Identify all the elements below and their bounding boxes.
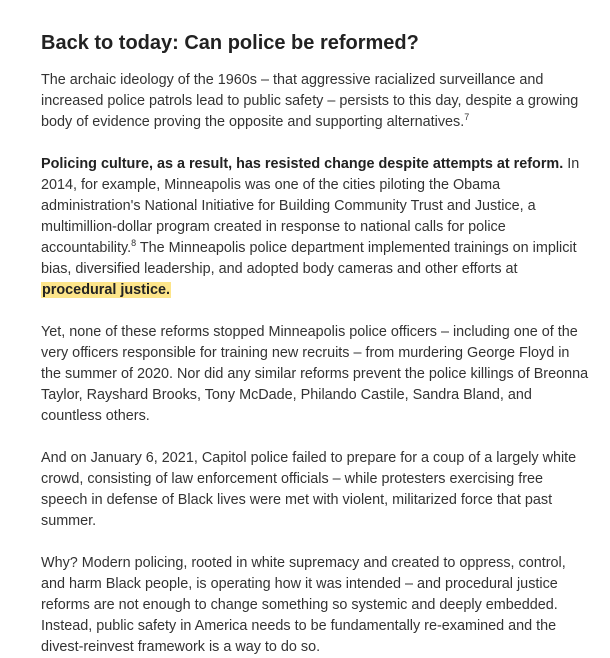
- paragraph-1-text: The archaic ideology of the 1960s – that aggressive racialized surveillance and increased police patrols lead to public safety – persists to this day, despite a growing body of evidence proving the opposite and supporting alternatives.: [41, 72, 579, 130]
- paragraph-5: Why? Modern policing, rooted in white supremacy and created to oppress, control, and harm Black people, is operating how it was intended – and procedural justice reforms are not enough to change something so systemic and deeply embedded. Instead, public safety in America needs to be fundamentally re-examined and the divest-reinvest framework is a way to do so.: [41, 555, 566, 655]
- section-heading: Back to today: Can police be reformed?: [41, 32, 419, 54]
- paragraph-2-bold-lead: Policing culture, as a result, has resisted change despite attempts at reform.: [41, 156, 564, 172]
- footnote-7[interactable]: 7: [464, 112, 470, 122]
- paragraph-2: [41, 154, 590, 301]
- paragraph-3: Yet, none of these reforms stopped Minneapolis police officers – including one of the very officers responsible for training new recruits – from murdering George Floyd in the summer of 2020. Nor did any similar reforms prevent the police killings of Breonna Taylor, Rayshard Brooks, Tony McDade, Philando Castile, Sandra Bland, and countless others.: [41, 324, 589, 424]
- paragraph-2-text-a: In 2014, for example, Minneapolis was one of the cities piloting the Obama administration's National Initiative for Building Community Trust and Justice, a multimillion-dollar program created in response to national calls for police accountability.: [41, 156, 580, 256]
- footnote-8[interactable]: 8: [131, 238, 137, 248]
- paragraph-1: [41, 70, 590, 133]
- procedural-justice-highlight: procedural justice.: [42, 282, 170, 298]
- paragraph-4: And on January 6, 2021, Capitol police failed to prepare for a coup of a largely white crowd, consisting of law enforcement officials – while protesters exercising free speech in defense of Black lives were met with violent, militarized force that past summer.: [41, 450, 577, 529]
- paragraph-2-text-b: The Minneapolis police department implemented trainings on implicit bias, diversified leadership, and adopted body cameras and other efforts at: [41, 240, 577, 277]
